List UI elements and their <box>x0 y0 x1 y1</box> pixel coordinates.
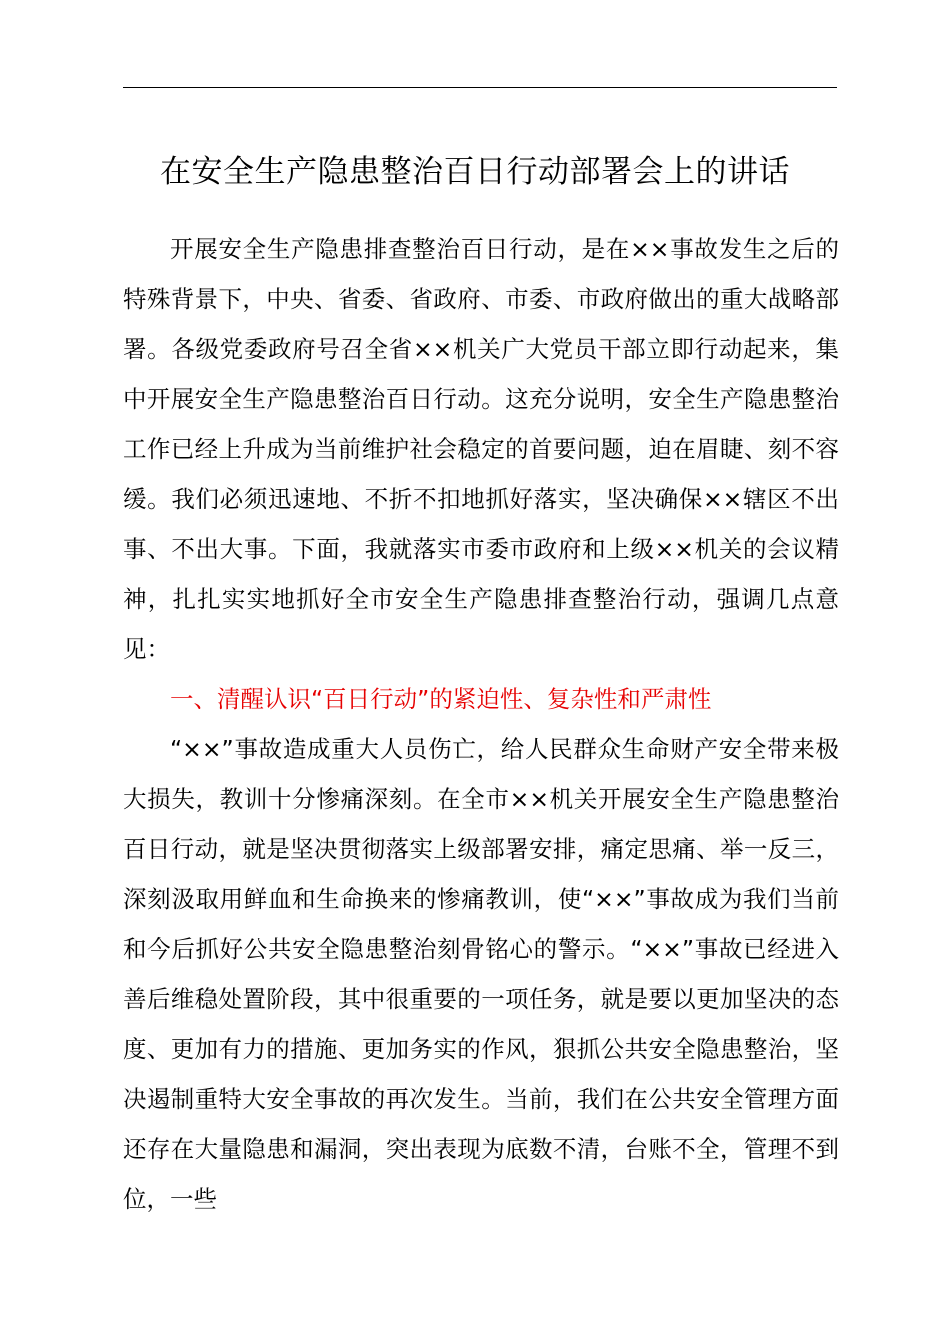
intro-paragraph: 开展安全生产隐患排查整治百日行动，是在××事故发生之后的特殊背景下，中央、省委、省政府、市委、市政府做出的重大战略部署。各级党委政府号召全省××机关广大党员干部立即行动起来，集中开展安全生产隐患整治百日行动。这充分说明，安全生产隐患整治工作已经上升成为当前维护社会稳定的首要问题，迫在眉睫、刻不容缓。我们必须迅速地、不折不扣地抓好落实，坚决确保××辖区不出事、不出大事。下面，我就落实市委市政府和上级××机关的会议精神，扎扎实实地抓好全市安全生产隐患排查整治行动，强调几点意见： <box>123 235 839 663</box>
body-paragraph: “××”事故造成重大人员伤亡，给人民群众生命财产安全带来极大损失，教训十分惨痛深刻。在全市××机关开展安全生产隐患整治百日行动，就是坚决贯彻落实上级部署安排，痛定思痛、举一反三，深刻汲取用鲜血和生命换来的惨痛教训，使“××”事故成为我们当前和今后抓好公共安全隐患整治刻骨铭心的警示。“××”事故已经进入善后维稳处置阶段，其中很重要的一项任务，就是要以更加坚决的态度、更加有力的措施、更加务实的作风，狠抓公共安全隐患整治，坚决遏制重特大安全事故的再次发生。当前，我们在公共安全管理方面还存在大量隐患和漏洞，突出表现为底数不清，台账不全，管理不到位，一些 <box>123 735 839 1213</box>
document-title: 在安全生产隐患整治百日行动部署会上的讲话 <box>160 154 790 190</box>
document-body <box>123 224 839 1224</box>
header-rule <box>123 87 837 88</box>
section-heading: 一、清醒认识“百日行动”的紧迫性、复杂性和严肃性 <box>170 685 712 713</box>
